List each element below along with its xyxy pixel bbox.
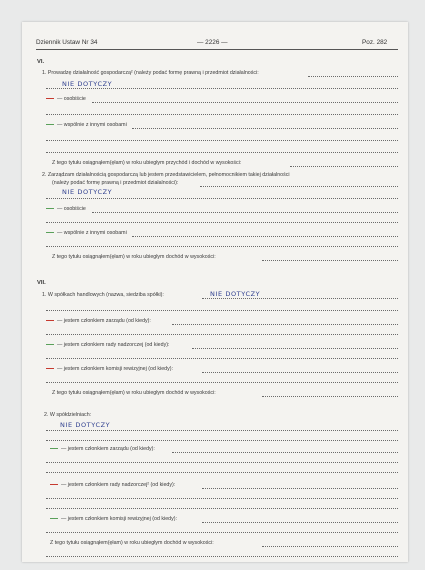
vii-board2-line2[interactable] — [46, 462, 398, 463]
vii-supervisory2-line2[interactable] — [46, 498, 398, 499]
vii-supervisory-line[interactable] — [192, 348, 398, 349]
green-dash-icon — [50, 448, 58, 449]
vi-joint2-label: — wspólnie z innymi osobami — [46, 230, 127, 236]
vi-item2-label-cont: (należy podać formę prawną i przedmiot działalności): — [52, 180, 179, 186]
vi-joint-line[interactable] — [132, 128, 398, 129]
vii-supervisory-label: — jestem członkiem rady nadzorczej (od kiedy): — [46, 342, 169, 348]
vii-board-label: — jestem członkiem zarządu (od kiedy): — [46, 318, 151, 324]
vii-supervisory2-line[interactable] — [202, 488, 398, 489]
vii-income1-label: Z tego tytułu osiągnąłem(ęłam) w roku ubiegłym dochód w wysokości: — [52, 390, 216, 396]
form-page — [22, 22, 408, 562]
green-dash-icon — [46, 232, 54, 233]
vii-board-line[interactable] — [172, 324, 398, 325]
vi-item2-label: 2. Zarządzam działalnością gospodarczą lub jestem przedstawicielem, pełnomocnikiem takiej działalności — [42, 172, 290, 178]
vii-audit2-line2[interactable] — [46, 532, 398, 533]
vii-audit-label: — jestem członkiem komisji rewizyjnej (od kiedy): — [46, 366, 173, 372]
vi-income2-label: Z tego tytułu osiągnąłem(ęłam) w roku ubiegłym dochód w wysokości: — [52, 254, 216, 260]
section-vii-number: VII. — [37, 280, 46, 286]
green-dash-icon — [46, 124, 54, 125]
vi-item1-label: 1. Prowadzę działalność gospodarczą² (należy podać formę prawną i przedmiot działalności: — [42, 70, 259, 76]
vii-board-line2[interactable] — [46, 334, 398, 335]
vi-joint-label: — wspólnie z innymi osobami — [46, 122, 127, 128]
vii-board2-line[interactable] — [172, 452, 398, 453]
red-dash-icon — [50, 484, 58, 485]
vii-supervisory2-line3[interactable] — [46, 508, 398, 509]
header-divider — [36, 49, 398, 50]
vi-item1-line[interactable] — [308, 76, 398, 77]
green-dash-icon — [50, 518, 58, 519]
journal-title: Dziennik Ustaw Nr 34 — [36, 39, 98, 46]
vi-solo-line[interactable] — [92, 102, 398, 103]
vi-income1-line[interactable] — [290, 166, 398, 167]
red-dash-icon — [46, 320, 54, 321]
vii-item2-answer: NIE DOTYCZY — [60, 421, 111, 429]
vii-item1-line[interactable] — [202, 298, 398, 299]
vi-joint2-line2[interactable] — [46, 246, 398, 247]
vii-item1-answer: NIE DOTYCZY — [210, 290, 261, 298]
vii-supervisory-line2[interactable] — [46, 358, 398, 359]
vii-supervisory2-label: — jestem członkiem rady nadzorczej² (od kiedy): — [50, 482, 175, 488]
vi-income1-label: Z tego tytułu osiągnąłem(ęłam) w roku ubiegłym przychód i dochód w wysokości: — [52, 160, 242, 166]
vi-item2-line[interactable] — [200, 186, 398, 187]
vii-item1-line2[interactable] — [46, 310, 398, 311]
vi-solo2-label: — osobiście — [46, 206, 86, 212]
vi-solo2-line[interactable] — [92, 212, 398, 213]
vii-audit-line2[interactable] — [46, 382, 398, 383]
vii-income2-label: Z tego tytułu osiągnąłem(ęłam) w roku ubiegłym dochód w wysokości: — [50, 540, 214, 546]
page-number: — 2226 — — [197, 39, 228, 46]
vii-board2-line3[interactable] — [46, 472, 398, 473]
vi-solo-line2[interactable] — [46, 114, 398, 115]
vi-joint-line3[interactable] — [46, 152, 398, 153]
vii-item2-line2[interactable] — [46, 440, 398, 441]
vii-audit2-label: — jestem członkiem komisji rewizyjnej (od kiedy): — [50, 516, 177, 522]
vi-solo2-line2[interactable] — [46, 222, 398, 223]
vi-joint2-line[interactable] — [132, 236, 398, 237]
vii-audit-line[interactable] — [202, 372, 398, 373]
vii-item2-line[interactable] — [46, 430, 398, 431]
red-dash-icon — [46, 98, 54, 99]
vi-item2-line2[interactable] — [46, 198, 398, 199]
green-dash-icon — [46, 208, 54, 209]
vii-board2-label: — jestem członkiem zarządu (od kiedy): — [50, 446, 155, 452]
vii-audit2-line[interactable] — [202, 522, 398, 523]
vi-item1-line2[interactable] — [46, 88, 398, 89]
vii-item1-label: 1. W spółkach handlowych (nazwa, siedziba spółki): — [42, 292, 164, 298]
vii-income2-line2[interactable] — [46, 556, 398, 557]
red-dash-icon — [46, 368, 54, 369]
vii-item2-label: 2. W spółdzielniach: — [44, 412, 92, 418]
position-number: Poz. 282 — [362, 39, 388, 46]
vii-income2-line[interactable] — [262, 546, 398, 547]
vi-income2-line[interactable] — [262, 260, 398, 261]
vi-joint-line2[interactable] — [46, 140, 398, 141]
vii-income1-line[interactable] — [262, 396, 398, 397]
vi-solo-label: — osobiście — [46, 96, 86, 102]
vi-item1-answer: NIE DOTYCZY — [62, 80, 113, 88]
section-vi-number: VI. — [37, 59, 45, 65]
vi-item2-answer: NIE DOTYCZY — [62, 188, 113, 196]
green-dash-icon — [46, 344, 54, 345]
